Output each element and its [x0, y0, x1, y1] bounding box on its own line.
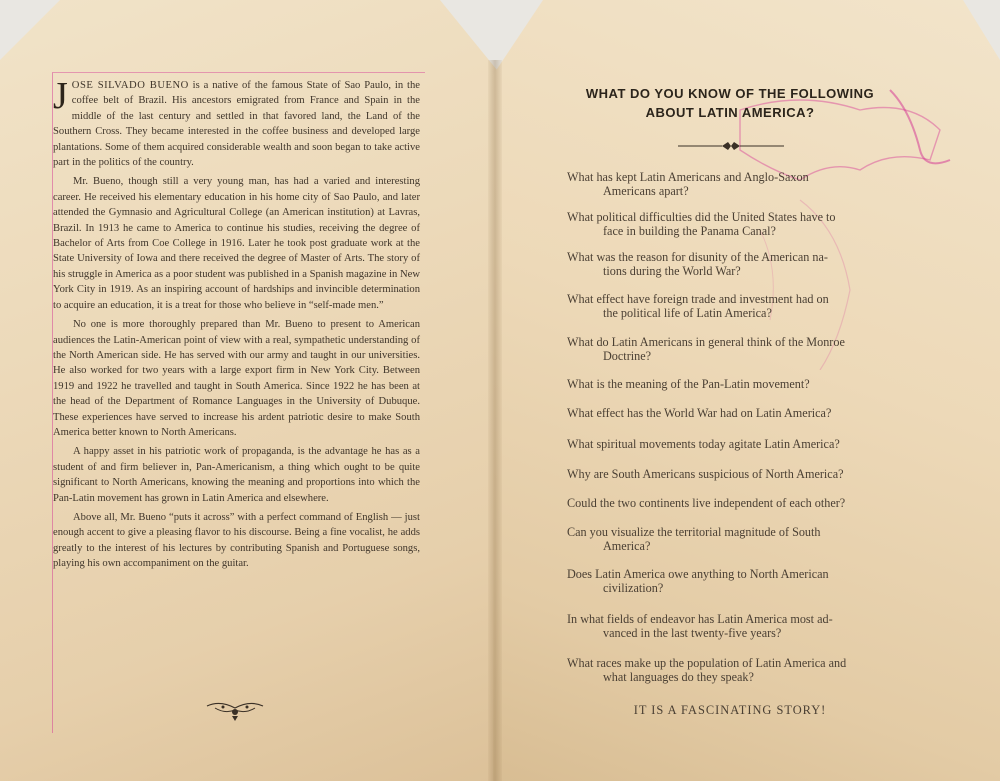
question-item: Can you visualize the territorial magnitude of South America? — [567, 525, 821, 553]
question-item: What political difficulties did the United States have to face in building the Panama Canal? — [567, 210, 836, 238]
question-item: In what fields of endeavor has Latin America most ad- vanced in the last twenty-five years? — [567, 612, 833, 640]
question-item: Does Latin America owe anything to North American civilization? — [567, 567, 829, 595]
question-item: What is the meaning of the Pan-Latin movement? — [567, 377, 810, 391]
subject-name: OSE SILVADO BUENO — [71, 80, 189, 91]
question-item: What has kept Latin Americans and Anglo-Saxon Americans apart? — [567, 170, 809, 198]
heading-line-1: WHAT DO YOU KNOW OF THE FOLLOWING — [585, 86, 875, 101]
spine-fold — [488, 60, 502, 781]
question-item: What effect has the World War had on Latin America? — [567, 406, 832, 420]
biography-paragraph-3: No one is more thoroughly prepared than Mr. Bueno to present to American audiences the Latin-American point of view with a real, sympathetic understanding of the North American side. He has served with our army and taught in our universities. He also worked for two years with a large export firm in New York City. Between 1919 and 1922 he travelled and taught in South America. Since 1922 he has been at the head of the Department of Romance Languages in the University of Dubuque. These experiences have served to increase his ardent patriotic desire to make South America better known to North Americans. — [53, 319, 420, 438]
paragraph-text: is a native of the famous State of Sao Paulo, in the coffee belt of Brazil. His ancestors emigrated from France and Spain in the middle of the last century and settled in that favored land, the Land of the Southern Cross. They became interested in the coffee business and developed large plantations. Some of them acquired considerable wealth and soon began to take active part in the politics of the country. — [53, 80, 420, 169]
question-item: Why are South Americans suspicious of North America? — [567, 467, 844, 481]
questions-heading — [560, 84, 900, 122]
biography-text — [53, 75, 420, 576]
rule-ornament-icon — [678, 140, 784, 152]
question-item: What was the reason for disunity of the American na- tions during the World War? — [567, 250, 828, 278]
biography-paragraph-4: A happy asset in his patriotic work of propaganda, is the advantage he has as a student of and firm believer in, Pan-Americanism, a thing which ought to be quite significant to North Americans, knowing the meaning and proportions into which the Pan-Latin movement has grown in Latin America and elsewhere. — [53, 446, 420, 504]
dropcap: J — [53, 75, 68, 117]
question-item: What spiritual movements today agitate Latin America? — [567, 437, 840, 451]
question-item: Could the two continents live independent of each other? — [567, 496, 846, 510]
question-item: What effect have foreign trade and investment had on the political life of Latin America? — [567, 292, 829, 320]
heading-line-2: ABOUT LATIN AMERICA? — [645, 105, 815, 120]
closing-line: IT IS A FASCINATING STORY! — [633, 703, 827, 717]
biography-paragraph-1 — [53, 75, 420, 170]
question-item: What do Latin Americans in general think of the Monroe Doctrine? — [567, 335, 845, 363]
question-item: What races make up the population of Latin America and what languages do they speak? — [567, 656, 847, 684]
biography-paragraph-2: Mr. Bueno, though still a very young man, has had a varied and interesting career. He received his elementary education in his home city of Sao Paulo, and later attended the Gymnasio and Agricultural College (an American institution) at Lavras, Brazil. In 1913 he came to America to continue his studies, receiving the degree of Bachelor of Arts from Coe College in 1916. Later he took post graduate work at the State University of Iowa and there received the degree of Master of Arts. The story of his struggle in America as a poor student was published in a Spanish magazine in New York City in 1919. As an inspiring account of hardships and invincible determination to acquire an education, it is a treat for those who believe in “self-made men.” — [53, 176, 420, 311]
biography-paragraph-5: Above all, Mr. Bueno “puts it across” with a perfect command of English — just enough accent to give a pleasing flavor to his discourse. Being a fine vocalist, he adds greatly to the interest of his lectures by contributing Spanish and Portuguese songs, playing his own accompaniment on the guitar. — [53, 511, 420, 570]
ornament-flourish-icon — [205, 698, 265, 722]
